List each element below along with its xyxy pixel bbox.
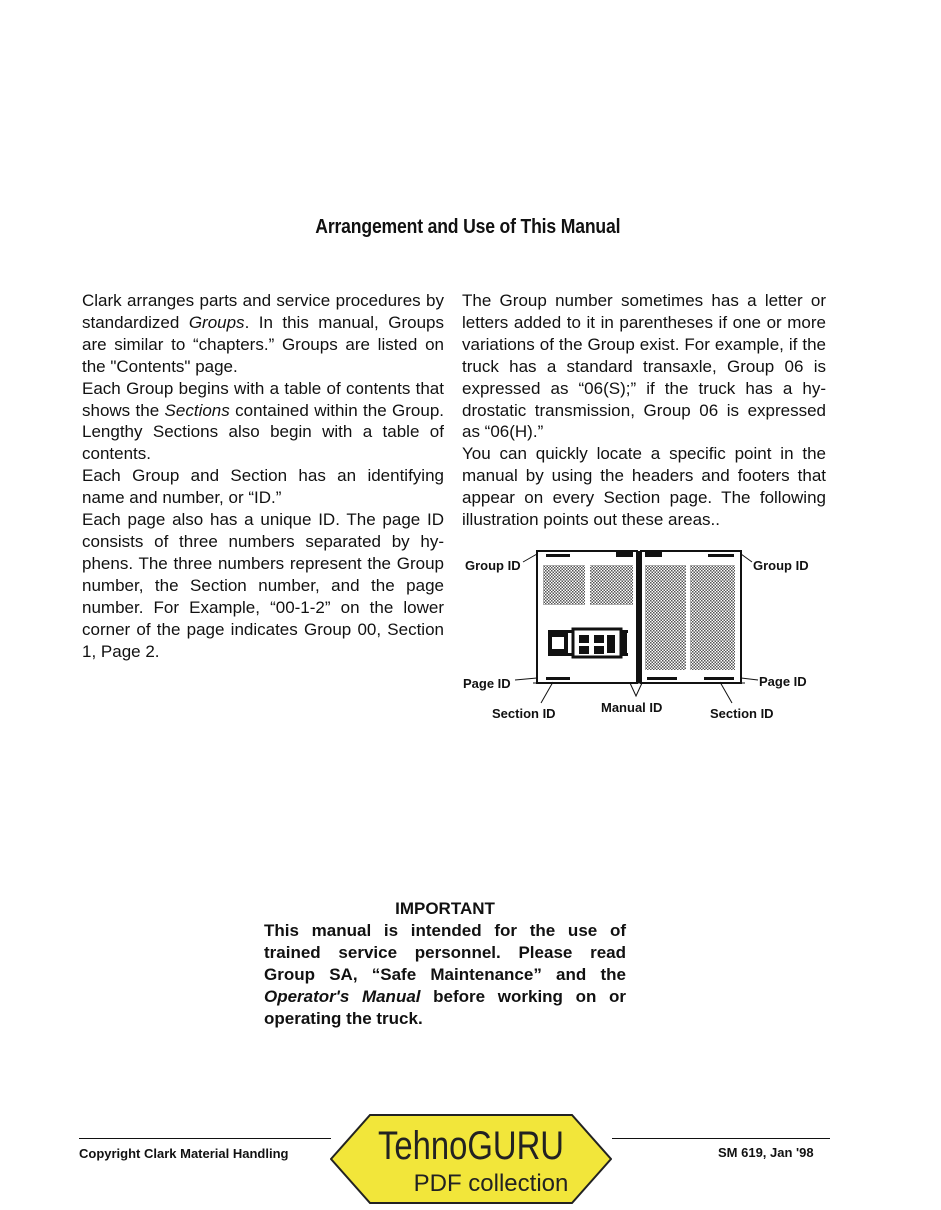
text-emphasis: Groups	[188, 312, 245, 332]
text-run: contained within the Group. Lengthy Sections also begin with a table of contents.	[82, 400, 444, 464]
label-group-id-right: Group ID	[753, 558, 809, 573]
left-text-block	[590, 565, 633, 605]
right-text-block	[645, 565, 686, 670]
page-id-diagram	[455, 540, 835, 730]
footer-rule-right	[612, 1138, 830, 1139]
page-title: Arrangement and Use of This Manual	[315, 216, 621, 238]
label-group-id-left: Group ID	[465, 558, 521, 573]
paragraph-groups	[82, 290, 444, 378]
footer-copyright: Copyright Clark Material Handling	[79, 1146, 289, 1161]
label-section-id-left: Section ID	[492, 706, 556, 721]
text-emphasis: Operator's Manual	[264, 987, 421, 1006]
right-text-block	[690, 565, 735, 670]
label-page-id-right: Page ID	[759, 674, 807, 689]
important-notice	[264, 898, 626, 1030]
paragraph-headers-footers: You can quickly locate a specific point in the manual by using the headers and footers that appear on every Section page. The following illustration points out these areas..	[462, 444, 826, 530]
important-heading: IMPORTANT	[395, 899, 495, 918]
left-column	[82, 290, 444, 662]
text-run: Each Group begins with a table of contents that shows the	[82, 378, 444, 420]
paragraph-id: Each Group and Section has an identifying name and number, or “ID.”	[82, 466, 444, 508]
label-page-id-left: Page ID	[463, 676, 511, 691]
watermark-badge	[330, 1112, 612, 1206]
text-run: . In this manual, Groups are similar to “chapters.” Groups are listed on the "Contents" page.	[82, 312, 444, 376]
text-run: Clark arranges parts and service procedures by standardized	[82, 291, 444, 332]
important-text	[264, 920, 626, 1030]
paragraph-sections	[82, 378, 444, 466]
text-emphasis: Sections	[164, 400, 230, 420]
paragraph-page-id: Each page also has a unique ID. The page ID consists of three numbers separated by hy-phens. The three numbers represent the Group number, the Section number, and the page number. For Example, “00-1-2” on the lower corner of the page indicates Group 00, Section 1, Page 2.	[82, 510, 444, 661]
footer-rule-left	[79, 1138, 331, 1139]
forklift-icon	[548, 629, 628, 657]
label-section-id-right: Section ID	[710, 706, 774, 721]
watermark-subtitle: PDF collection	[413, 1170, 569, 1197]
footer-manual-id: SM 619, Jan '98	[718, 1145, 814, 1160]
watermark-title: TehnoGURU	[378, 1124, 564, 1168]
right-column	[462, 290, 826, 531]
text-run: This manual is intended for the use of trained service personnel. Please read Group SA, “Safe Maintenance” and the	[264, 921, 626, 984]
paragraph-group-variations: The Group number sometimes has a letter or letters added to it in parentheses if one or more variations of the Group exist. For example, if the truck has a standard transaxle, Group 06 is expressed as “06(S);” if the truck has a hy-drostatic transmission, Group 06 is expressed as “06(H).”	[462, 291, 826, 442]
left-text-block	[543, 565, 585, 605]
label-manual-id: Manual ID	[601, 700, 663, 715]
text-run: before working on or operating the truck.	[264, 987, 627, 1028]
